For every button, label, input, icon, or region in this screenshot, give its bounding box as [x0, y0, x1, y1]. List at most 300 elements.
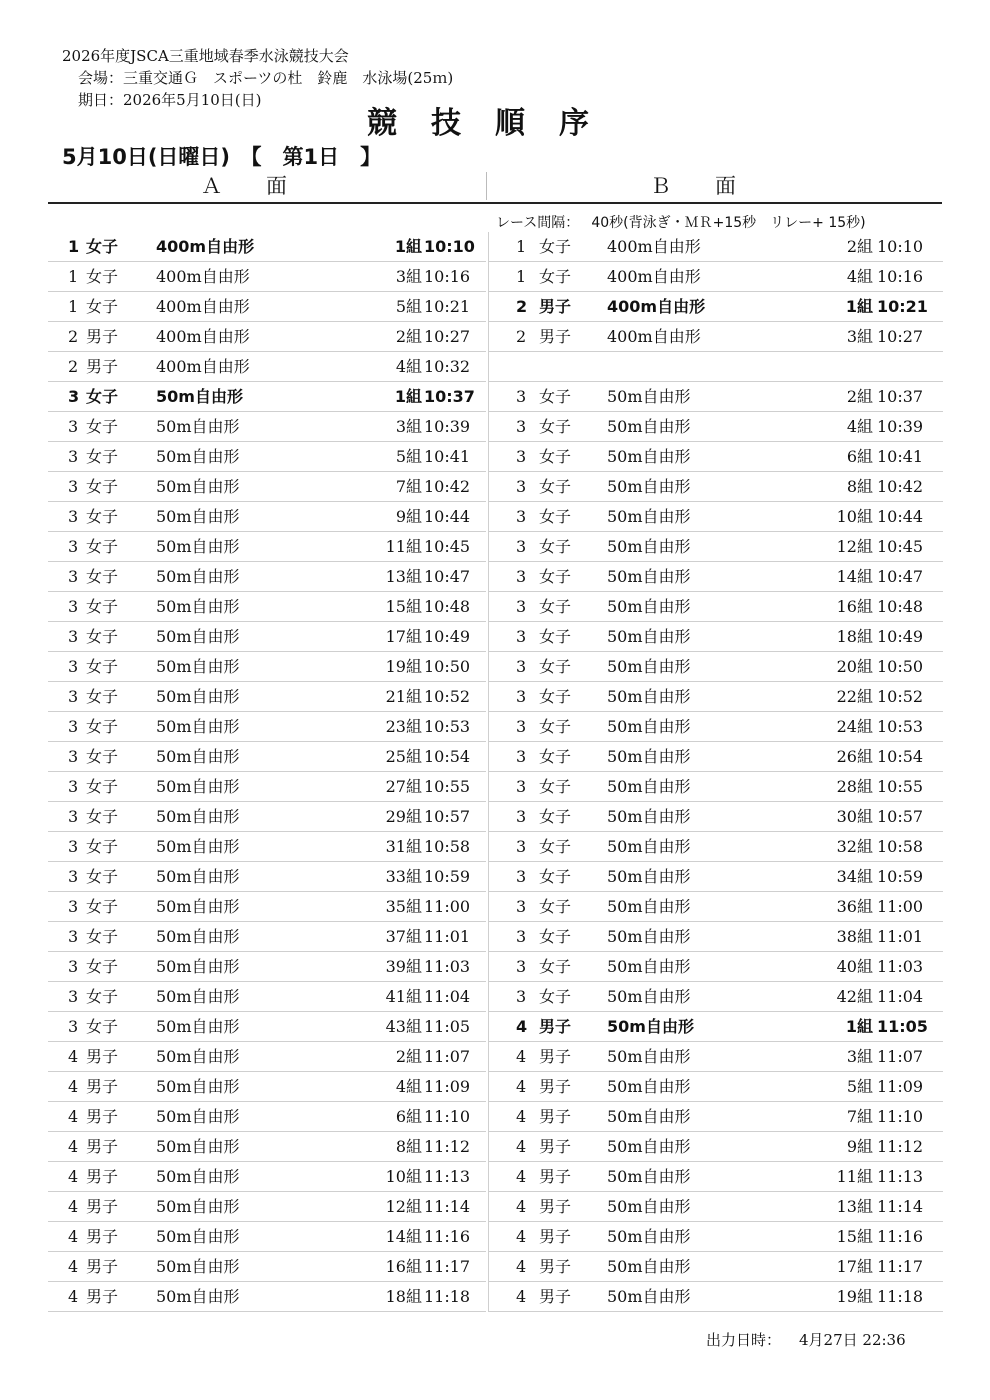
- cell-time: 10:47: [424, 567, 471, 586]
- cell-no: 1: [516, 267, 527, 286]
- face-divider: [486, 172, 487, 200]
- cell-heat: 14組: [836, 567, 873, 586]
- cell-no: 4: [516, 1257, 527, 1276]
- cell-no: 4: [516, 1077, 527, 1096]
- table-row: [48, 802, 942, 832]
- cell-event: 50m自由形: [156, 1107, 240, 1126]
- cell-event: 50m自由形: [607, 417, 691, 436]
- cell-heat: 4組: [395, 357, 422, 376]
- cell-no: 4: [516, 1107, 527, 1126]
- cell-sex: 男子: [86, 357, 119, 376]
- cell-heat: 39組: [385, 957, 422, 976]
- face-b-cell: [488, 292, 943, 322]
- cell-event: 50m自由形: [156, 627, 240, 646]
- cell-time: 10:44: [424, 507, 471, 526]
- cell-sex: 女子: [539, 657, 572, 676]
- cell-no: 3: [68, 657, 79, 676]
- table-row: [48, 1192, 942, 1222]
- output-timestamp: [706, 1330, 924, 1350]
- cell-sex: 女子: [86, 387, 119, 406]
- cell-event: 50m自由形: [607, 1137, 691, 1156]
- cell-sex: 女子: [539, 597, 572, 616]
- face-b-cell: [488, 262, 943, 292]
- race-interval-label: レース間隔：: [496, 215, 580, 231]
- table-row: [48, 1252, 942, 1282]
- face-a-cell: [48, 952, 486, 982]
- cell-no: 4: [68, 1137, 79, 1156]
- cell-no: 3: [516, 927, 527, 946]
- cell-sex: 女子: [539, 897, 572, 916]
- cell-event: 50m自由形: [607, 837, 691, 856]
- cell-event: 50m自由形: [607, 897, 691, 916]
- face-a-cell: [48, 532, 486, 562]
- cell-heat: 18組: [836, 627, 873, 646]
- cell-no: 4: [68, 1287, 79, 1306]
- cell-no: 3: [516, 897, 527, 916]
- face-b-cell: [488, 772, 943, 802]
- cell-sex: 女子: [86, 987, 119, 1006]
- cell-sex: 男子: [539, 297, 572, 316]
- cell-event: 50m自由形: [156, 1047, 240, 1066]
- cell-no: 3: [68, 807, 79, 826]
- table-row: [48, 352, 942, 382]
- cell-time: 11:17: [424, 1257, 471, 1276]
- cell-time: 11:04: [424, 987, 471, 1006]
- face-a-cell: [48, 1252, 486, 1282]
- cell-time: 10:54: [877, 747, 924, 766]
- face-b-cell: [488, 802, 943, 832]
- cell-event: 50m自由形: [607, 1047, 691, 1066]
- output-value: 4月27日 22:36: [799, 1331, 906, 1349]
- cell-no: 2: [516, 327, 527, 346]
- table-row: [48, 232, 942, 262]
- cell-heat: 3組: [846, 327, 873, 346]
- cell-time: 10:41: [424, 447, 471, 466]
- face-b-cell: [488, 1012, 943, 1042]
- cell-sex: 男子: [539, 1017, 572, 1036]
- cell-time: 10:32: [424, 357, 471, 376]
- cell-time: 11:09: [877, 1077, 924, 1096]
- table-row: [48, 262, 942, 292]
- cell-event: 50m自由形: [156, 1077, 240, 1096]
- face-a-cell: [48, 352, 486, 382]
- cell-time: 10:53: [877, 717, 924, 736]
- face-a-cell: [48, 1282, 486, 1312]
- cell-time: 11:07: [424, 1047, 471, 1066]
- cell-no: 4: [516, 1047, 527, 1066]
- cell-heat: 9組: [395, 507, 422, 526]
- cell-heat: 6組: [846, 447, 873, 466]
- cell-time: 10:39: [424, 417, 471, 436]
- cell-time: 10:16: [877, 267, 924, 286]
- cell-heat: 34組: [836, 867, 873, 886]
- cell-sex: 男子: [539, 327, 572, 346]
- cell-event: 50m自由形: [156, 687, 240, 706]
- cell-event: 50m自由形: [156, 1167, 240, 1186]
- cell-no: 3: [68, 687, 79, 706]
- cell-no: 3: [516, 417, 527, 436]
- face-b-cell: [488, 562, 943, 592]
- cell-event: 400m自由形: [156, 297, 250, 316]
- table-row: [48, 1012, 942, 1042]
- cell-event: 50m自由形: [607, 717, 691, 736]
- table-row: [48, 322, 942, 352]
- face-b-cell: [488, 412, 943, 442]
- cell-heat: 35組: [385, 897, 422, 916]
- cell-no: 3: [516, 957, 527, 976]
- face-b-cell: [488, 502, 943, 532]
- cell-heat: 6組: [395, 1107, 422, 1126]
- face-a-cell: [48, 832, 486, 862]
- cell-no: 3: [68, 387, 80, 406]
- cell-time: 10:44: [877, 507, 924, 526]
- face-b-cell: [488, 1132, 943, 1162]
- cell-sex: 男子: [539, 1047, 572, 1066]
- cell-heat: 13組: [385, 567, 422, 586]
- cell-sex: 女子: [539, 447, 572, 466]
- cell-event: 50m自由形: [156, 387, 243, 406]
- cell-time: 10:59: [877, 867, 924, 886]
- cell-time: 11:03: [424, 957, 471, 976]
- cell-time: 11:14: [424, 1197, 471, 1216]
- cell-heat: 5組: [395, 447, 422, 466]
- cell-event: 50m自由形: [156, 717, 240, 736]
- table-row: [48, 412, 942, 442]
- cell-event: 50m自由形: [156, 1137, 240, 1156]
- face-a-cell: [48, 562, 486, 592]
- cell-event: 50m自由形: [607, 807, 691, 826]
- cell-event: 50m自由形: [607, 597, 691, 616]
- cell-heat: 18組: [385, 1287, 422, 1306]
- cell-sex: 女子: [539, 567, 572, 586]
- face-a-heading: Ａ面: [201, 174, 331, 198]
- cell-sex: 女子: [86, 897, 119, 916]
- face-a-cell: [48, 292, 486, 322]
- cell-heat: 16組: [385, 1257, 422, 1276]
- cell-heat: 1組: [394, 237, 422, 256]
- table-row: [48, 1072, 942, 1102]
- cell-no: 4: [68, 1167, 79, 1186]
- table-row: [48, 682, 942, 712]
- cell-sex: 女子: [539, 747, 572, 766]
- cell-event: 400m自由形: [156, 327, 250, 346]
- cell-time: 10:48: [877, 597, 924, 616]
- face-a-cell: [48, 622, 486, 652]
- face-b-cell: [488, 232, 943, 262]
- cell-event: 50m自由形: [156, 897, 240, 916]
- cell-no: 3: [516, 627, 527, 646]
- cell-sex: 女子: [86, 537, 119, 556]
- cell-sex: 男子: [86, 1047, 119, 1066]
- cell-heat: 14組: [385, 1227, 422, 1246]
- face-b-cell: [488, 892, 943, 922]
- cell-no: 3: [516, 537, 527, 556]
- face-a-cell: [48, 232, 486, 262]
- header-rule: [48, 202, 942, 204]
- cell-event: 50m自由形: [156, 1017, 240, 1036]
- cell-sex: 女子: [86, 837, 119, 856]
- cell-event: 50m自由形: [607, 657, 691, 676]
- table-row: [48, 382, 942, 412]
- cell-heat: 16組: [836, 597, 873, 616]
- face-a-cell: [48, 982, 486, 1012]
- cell-no: 3: [68, 627, 79, 646]
- face-b-cell: [488, 322, 943, 352]
- cell-heat: 23組: [385, 717, 422, 736]
- cell-event: 50m自由形: [156, 1197, 240, 1216]
- cell-event: 50m自由形: [607, 1167, 691, 1186]
- cell-sex: 男子: [86, 1167, 119, 1186]
- cell-sex: 男子: [86, 1137, 119, 1156]
- cell-time: 11:12: [877, 1137, 924, 1156]
- cell-heat: 10組: [385, 1167, 422, 1186]
- face-b-cell: [488, 622, 943, 652]
- cell-sex: 女子: [86, 597, 119, 616]
- cell-no: 3: [516, 447, 527, 466]
- cell-sex: 男子: [86, 1197, 119, 1216]
- cell-event: 400m自由形: [607, 237, 701, 256]
- cell-event: 50m自由形: [156, 417, 240, 436]
- cell-no: 3: [68, 597, 79, 616]
- cell-sex: 女子: [539, 687, 572, 706]
- cell-heat: 8組: [846, 477, 873, 496]
- cell-event: 50m自由形: [607, 387, 691, 406]
- cell-event: 50m自由形: [607, 1107, 691, 1126]
- face-a-cell: [48, 1072, 486, 1102]
- cell-sex: 女子: [539, 807, 572, 826]
- cell-no: 3: [516, 987, 527, 1006]
- cell-time: 11:16: [877, 1227, 924, 1246]
- cell-time: 10:27: [877, 327, 924, 346]
- cell-sex: 男子: [86, 1227, 119, 1246]
- cell-sex: 女子: [86, 927, 119, 946]
- cell-heat: 43組: [385, 1017, 422, 1036]
- cell-event: 400m自由形: [156, 357, 250, 376]
- cell-time: 11:18: [877, 1287, 924, 1306]
- cell-time: 11:12: [424, 1137, 471, 1156]
- cell-time: 10:10: [424, 237, 475, 256]
- table-row: [48, 1132, 942, 1162]
- race-interval: [496, 212, 878, 234]
- cell-sex: 女子: [539, 387, 572, 406]
- cell-event: 50m自由形: [607, 1287, 691, 1306]
- cell-sex: 女子: [86, 747, 119, 766]
- cell-heat: 2組: [395, 1047, 422, 1066]
- cell-heat: 15組: [385, 597, 422, 616]
- cell-heat: 7組: [846, 1107, 873, 1126]
- cell-heat: 31組: [385, 837, 422, 856]
- cell-heat: 30組: [836, 807, 873, 826]
- table-row: [48, 532, 942, 562]
- cell-sex: 女子: [539, 867, 572, 886]
- table-row: [48, 292, 942, 322]
- face-a-cell: [48, 262, 486, 292]
- cell-sex: 男子: [539, 1257, 572, 1276]
- cell-sex: 女子: [539, 777, 572, 796]
- cell-event: 50m自由形: [607, 687, 691, 706]
- cell-sex: 女子: [86, 447, 119, 466]
- cell-heat: 5組: [846, 1077, 873, 1096]
- table-row: [48, 922, 942, 952]
- cell-time: 11:05: [424, 1017, 471, 1036]
- table-row: [48, 1102, 942, 1132]
- face-b-cell: [488, 472, 943, 502]
- cell-time: 11:17: [877, 1257, 924, 1276]
- cell-heat: 2組: [846, 387, 873, 406]
- cell-event: 50m自由形: [156, 657, 240, 676]
- table-row: [48, 652, 942, 682]
- cell-sex: 男子: [86, 1107, 119, 1126]
- cell-no: 1: [68, 267, 79, 286]
- cell-heat: 1組: [845, 297, 873, 316]
- cell-event: 400m自由形: [156, 267, 250, 286]
- cell-time: 10:37: [424, 387, 475, 406]
- cell-no: 4: [68, 1197, 79, 1216]
- cell-time: 10:57: [877, 807, 924, 826]
- cell-heat: 32組: [836, 837, 873, 856]
- cell-no: 3: [68, 1017, 79, 1036]
- cell-time: 11:01: [877, 927, 924, 946]
- face-a-cell: [48, 712, 486, 742]
- face-b-cell: [488, 922, 943, 952]
- cell-no: 3: [516, 477, 527, 496]
- face-a-cell: [48, 772, 486, 802]
- cell-heat: 5組: [395, 297, 422, 316]
- cell-time: 10:48: [424, 597, 471, 616]
- cell-event: 50m自由形: [156, 837, 240, 856]
- cell-no: 1: [68, 237, 80, 256]
- cell-sex: 女子: [86, 777, 119, 796]
- cell-event: 50m自由形: [156, 477, 240, 496]
- cell-sex: 男子: [539, 1137, 572, 1156]
- cell-time: 11:14: [877, 1197, 924, 1216]
- cell-sex: 女子: [86, 567, 119, 586]
- cell-heat: 17組: [836, 1257, 873, 1276]
- cell-no: 4: [516, 1167, 527, 1186]
- cell-no: 3: [516, 567, 527, 586]
- cell-sex: 女子: [539, 957, 572, 976]
- output-label: 出力日時：: [706, 1331, 782, 1349]
- cell-time: 10:37: [877, 387, 924, 406]
- cell-event: 50m自由形: [156, 597, 240, 616]
- cell-heat: 20組: [836, 657, 873, 676]
- cell-sex: 女子: [86, 807, 119, 826]
- cell-no: 3: [516, 777, 527, 796]
- cell-time: 10:55: [424, 777, 471, 796]
- cell-event: 50m自由形: [607, 1227, 691, 1246]
- face-a-cell: [48, 742, 486, 772]
- cell-no: 2: [68, 327, 79, 346]
- cell-event: 50m自由形: [156, 1257, 240, 1276]
- table-row: [48, 862, 942, 892]
- face-b-cell: [488, 1042, 943, 1072]
- table-row: [48, 1222, 942, 1252]
- face-a-cell: [48, 412, 486, 442]
- cell-sex: 女子: [86, 687, 119, 706]
- cell-heat: 1組: [845, 1017, 873, 1036]
- table-row: [48, 892, 942, 922]
- cell-heat: 12組: [385, 1197, 422, 1216]
- cell-sex: 女子: [539, 267, 572, 286]
- cell-time: 10:52: [877, 687, 924, 706]
- cell-time: 10:45: [877, 537, 924, 556]
- cell-event: 50m自由形: [607, 747, 691, 766]
- meet-date: 期日：2026年5月10日(日): [78, 91, 262, 109]
- face-a-cell: [48, 322, 486, 352]
- cell-event: 50m自由形: [156, 957, 240, 976]
- cell-heat: 38組: [836, 927, 873, 946]
- table-row: [48, 1282, 942, 1312]
- cell-time: 11:13: [877, 1167, 924, 1186]
- cell-heat: 7組: [395, 477, 422, 496]
- cell-event: 50m自由形: [607, 1017, 694, 1036]
- schedule-table: [48, 232, 942, 1312]
- cell-sex: 男子: [539, 1107, 572, 1126]
- cell-no: 3: [68, 747, 79, 766]
- cell-event: 50m自由形: [156, 537, 240, 556]
- cell-time: 10:52: [424, 687, 471, 706]
- cell-sex: 女子: [86, 267, 119, 286]
- cell-heat: 4組: [395, 1077, 422, 1096]
- cell-sex: 女子: [539, 237, 572, 256]
- page-title: 競技順序: [367, 106, 623, 141]
- cell-heat: 21組: [385, 687, 422, 706]
- cell-event: 400m自由形: [607, 267, 701, 286]
- cell-event: 50m自由形: [607, 537, 691, 556]
- cell-no: 4: [68, 1077, 79, 1096]
- face-a-cell: [48, 1192, 486, 1222]
- cell-event: 50m自由形: [156, 507, 240, 526]
- table-row: [48, 982, 942, 1012]
- cell-sex: 女子: [86, 867, 119, 886]
- cell-time: 10:45: [424, 537, 471, 556]
- cell-event: 50m自由形: [607, 627, 691, 646]
- cell-time: 11:10: [877, 1107, 924, 1126]
- cell-no: 3: [68, 957, 79, 976]
- face-a-cell: [48, 502, 486, 532]
- cell-event: 50m自由形: [156, 867, 240, 886]
- face-a-cell: [48, 1102, 486, 1132]
- cell-sex: 女子: [86, 657, 119, 676]
- table-row: [48, 712, 942, 742]
- face-b-cell: [488, 532, 943, 562]
- cell-time: 11:01: [424, 927, 471, 946]
- cell-event: 50m自由形: [607, 447, 691, 466]
- cell-time: 10:50: [424, 657, 471, 676]
- cell-no: 3: [516, 807, 527, 826]
- face-a-cell: [48, 802, 486, 832]
- cell-event: 50m自由形: [607, 477, 691, 496]
- cell-no: 3: [516, 597, 527, 616]
- face-b-cell: [488, 652, 943, 682]
- cell-time: 11:03: [877, 957, 924, 976]
- table-row: [48, 1042, 942, 1072]
- cell-heat: 27組: [385, 777, 422, 796]
- cell-no: 4: [68, 1227, 79, 1246]
- face-a-cell: [48, 892, 486, 922]
- cell-sex: 女子: [539, 417, 572, 436]
- face-a-cell: [48, 1132, 486, 1162]
- cell-sex: 男子: [86, 1077, 119, 1096]
- table-row: [48, 832, 942, 862]
- cell-time: 10:16: [424, 267, 471, 286]
- cell-time: 11:09: [424, 1077, 471, 1096]
- cell-sex: 女子: [86, 717, 119, 736]
- cell-no: 3: [68, 477, 79, 496]
- cell-heat: 3組: [395, 417, 422, 436]
- cell-event: 50m自由形: [607, 567, 691, 586]
- table-row: [48, 562, 942, 592]
